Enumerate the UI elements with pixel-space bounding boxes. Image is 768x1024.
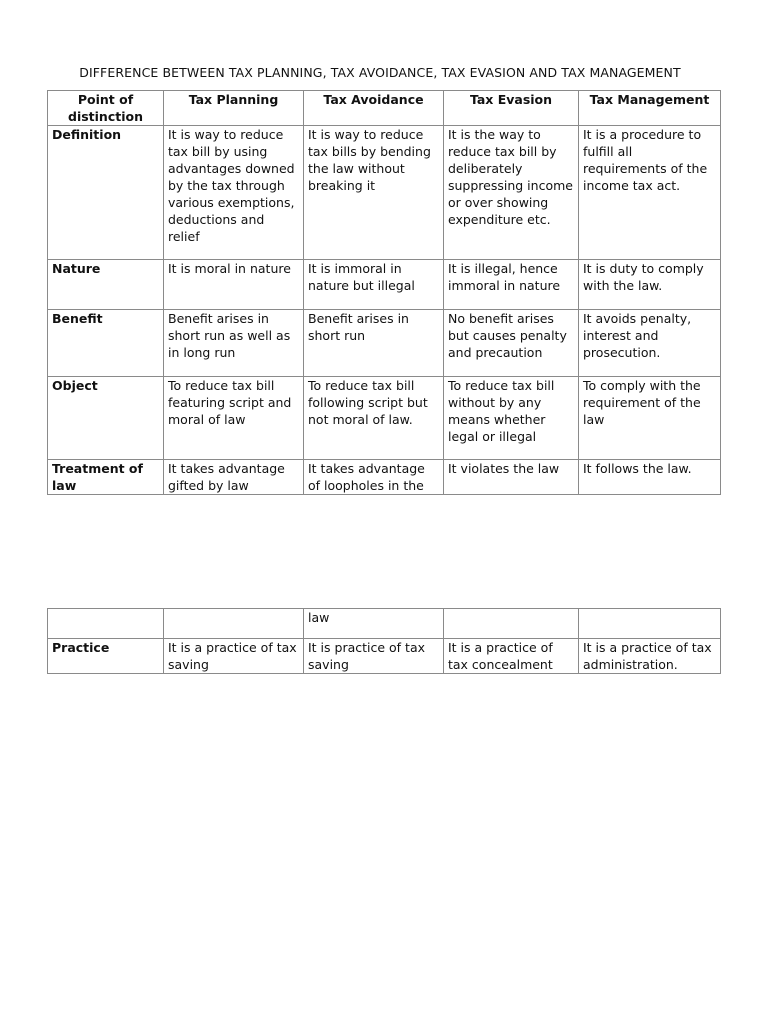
table-row xyxy=(48,126,721,260)
table-row xyxy=(48,609,721,639)
header-tax-planning: Tax Planning xyxy=(164,91,304,126)
table-cell: To reduce tax bill following script but not moral of law. xyxy=(304,377,444,460)
table-cell: To reduce tax bill without by any means whether legal or illegal xyxy=(444,377,579,460)
table-cell xyxy=(444,609,579,639)
header-tax-evasion: Tax Evasion xyxy=(444,91,579,126)
row-label-benefit: Benefit xyxy=(48,310,164,377)
row-label-nature: Nature xyxy=(48,260,164,310)
header-tax-avoidance: Tax Avoidance xyxy=(304,91,444,126)
header-row xyxy=(48,91,721,126)
table-cell: It follows the law. xyxy=(579,460,721,495)
table-cell: It is a procedure to fulfill all requirements of the income tax act. xyxy=(579,126,721,260)
table-cell: It is a practice of tax concealment xyxy=(444,639,579,674)
table-cell: It is the way to reduce tax bill by deliberately suppressing income or over showing expenditure etc. xyxy=(444,126,579,260)
table-cell: To reduce tax bill featuring script and moral of law xyxy=(164,377,304,460)
table-row xyxy=(48,639,721,674)
table-cell: It is practice of tax saving xyxy=(304,639,444,674)
table-cell: It is immoral in nature but illegal xyxy=(304,260,444,310)
table-cell: It is duty to comply with the law. xyxy=(579,260,721,310)
row-label-object: Object xyxy=(48,377,164,460)
header-point-of-distinction: Point of distinction xyxy=(48,91,164,126)
table-cell xyxy=(579,609,721,639)
table-cell: It is moral in nature xyxy=(164,260,304,310)
table-cell: law xyxy=(304,609,444,639)
table-cell: It is way to reduce tax bill by using advantages downed by the tax through various exemptions, deductions and relief xyxy=(164,126,304,260)
table-cell: It violates the law xyxy=(444,460,579,495)
row-label-practice: Practice xyxy=(48,639,164,674)
table-cell: It takes advantage gifted by law xyxy=(164,460,304,495)
table-cell: It avoids penalty, interest and prosecution. xyxy=(579,310,721,377)
table-cell: It is way to reduce tax bills by bending the law without breaking it xyxy=(304,126,444,260)
table-cell: It is a practice of tax administration. xyxy=(579,639,721,674)
table-cell xyxy=(48,609,164,639)
table-cell: To comply with the requirement of the law xyxy=(579,377,721,460)
table-cell xyxy=(164,609,304,639)
comparison-table-continued xyxy=(47,608,721,674)
table-cell: Benefit arises in short run xyxy=(304,310,444,377)
table-row xyxy=(48,377,721,460)
table-cell: It is a practice of tax saving xyxy=(164,639,304,674)
table-row xyxy=(48,310,721,377)
table-row xyxy=(48,460,721,495)
header-tax-management: Tax Management xyxy=(579,91,721,126)
table-cell: It takes advantage of loopholes in the xyxy=(304,460,444,495)
document-title: DIFFERENCE BETWEEN TAX PLANNING, TAX AVOIDANCE, TAX EVASION AND TAX MANAGEMENT xyxy=(79,65,681,80)
table-cell: It is illegal, hence immoral in nature xyxy=(444,260,579,310)
row-label-definition: Definition xyxy=(48,126,164,260)
table-cell: No benefit arises but causes penalty and precaution xyxy=(444,310,579,377)
comparison-table xyxy=(47,90,721,495)
row-label-treatment-of-law: Treatment of law xyxy=(48,460,164,495)
table-row xyxy=(48,260,721,310)
table-cell: Benefit arises in short run as well as in long run xyxy=(164,310,304,377)
